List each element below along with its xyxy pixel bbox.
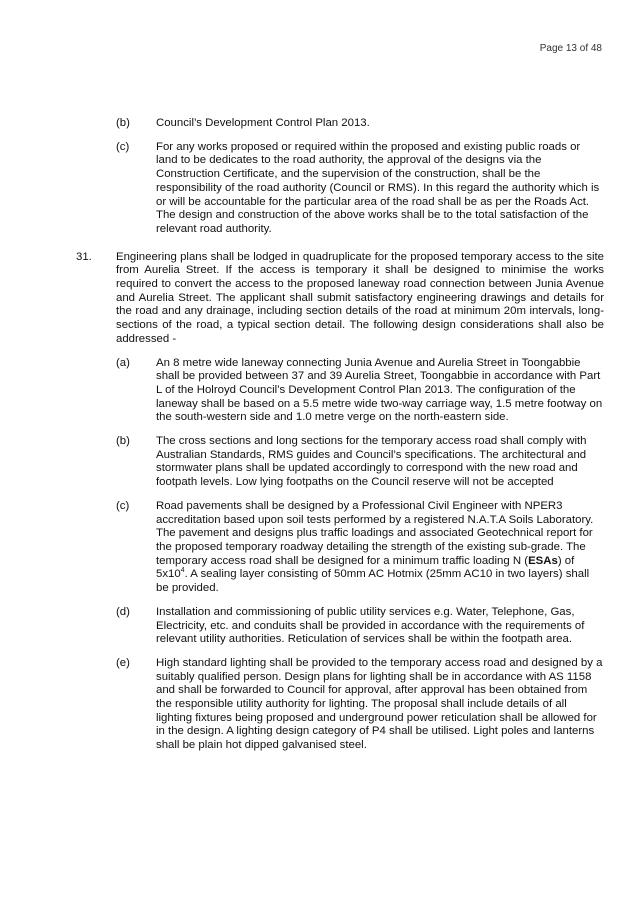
item-label: (b)	[116, 117, 130, 129]
condition-31-item-c	[76, 500, 604, 596]
item-text	[156, 500, 604, 596]
item-label: (e)	[116, 656, 130, 669]
condition-number: 31.	[76, 250, 92, 263]
item-label: (d)	[116, 605, 130, 618]
item-label: (b)	[116, 435, 130, 448]
condition-31-item-d	[76, 606, 604, 647]
condition-item-c-top	[76, 141, 604, 237]
item-text: Council’s Development Control Plan 2013.	[156, 117, 370, 129]
condition-item-b-top	[76, 117, 604, 131]
item-text-part: ) of 5x10	[156, 554, 575, 581]
condition-31-item-e	[76, 657, 604, 753]
item-text-part: Road pavements shall be designed by a Professional Civil Engineer with NPER3 accreditation based upon soil tests performed by a registered N.A.T.A Soils Laboratory. The pavement and designs plus traffic loadings and associated Geotechnical report for the proposed temporary roadway detailing the strength of the existing sub-grade. The temporary access road shall be designed for a minimum traffic loading N (	[156, 499, 594, 567]
document-body	[76, 117, 604, 763]
page-number: Page 13 of 48	[539, 43, 602, 54]
item-text: An 8 metre wide laneway connecting Junia Avenue and Aurelia Street in Toongabbie shall be provided between 37 and 39 Aurelia Street, Toongabbie in accordance with Part L of the Holroyd Council’s Development Control Plan 2013. The configuration of the laneway shall be based on a 5.5 metre wide two-way carriage way, 1.5 metre footway on the south-western side and 1.0 metre verge on the north-eastern side.	[156, 356, 603, 424]
exponent: 4	[180, 567, 185, 575]
item-text: High standard lighting shall be provided to the temporary access road and designed by a suitably qualified person. Design plans for lighting shall be in accordance with AS 1158 and shall be forwarded to Council for approval, after approval has been obtained from the responsible utility authority for lighting. The proposal shall include details of all lighting fixtures being proposed and underground power reticulation shall be allowed for in the design. A lighting design category of P4 shall be utilised. Light poles and lanterns shall be plain hot dipped galvanised steel.	[156, 656, 603, 752]
condition-31	[76, 251, 604, 347]
item-text: The cross sections and long sections for the temporary access road shall comply with Australian Standards, RMS guides and Council’s specifications. The architectural and stormwater plans shall be updated accordingly to correspond with the new road and footpath levels. Low lying footpaths on the Council reserve will not be accepted	[156, 435, 587, 489]
condition-31-item-a	[76, 357, 604, 426]
condition-31-item-b	[76, 435, 604, 490]
item-label: (c)	[116, 499, 130, 512]
condition-text: Engineering plans shall be lodged in quadruplicate for the proposed temporary access to the site from Aurelia Street. If the access is temporary it shall be designed to minimise the works required to convert the access to the proposed laneway road connection between Junia Avenue and Aurelia Street. The applicant shall submit satisfactory engineering drawings and details for the road and any drainage, including section details of the road at minimum 20m intervals, long-sections of the road, a typical section detail. The following design considerations shall also be addressed -	[116, 250, 604, 345]
item-label: (a)	[116, 356, 130, 369]
item-text: For any works proposed or required within the proposed and existing public roads or land to be dedicates to the road authority, the approval of the designs via the Construction Certificate, and the supervision of the construction, shall be the responsibility of the road authority (Council or RMS). In this regard the authority which is or will be accountable for the particular area of the road shall be as per the Roads Act. The design and construction of the above works shall be to the total satisfaction of the relevant road authority.	[156, 140, 600, 235]
esas-bold: ESAs	[528, 554, 558, 567]
item-text-part: . A sealing layer consisting of 50mm AC Hotmix (25mm AC10 in two layers) shall be provided.	[156, 568, 590, 595]
item-text: Installation and commissioning of public utility services e.g. Water, Telephone, Gas, Electricity, etc. and conduits shall be provided in accordance with the requirements of relevant utility authorities. Reticulation of services shall be within the footpath area.	[156, 605, 585, 646]
item-label: (c)	[116, 140, 130, 153]
